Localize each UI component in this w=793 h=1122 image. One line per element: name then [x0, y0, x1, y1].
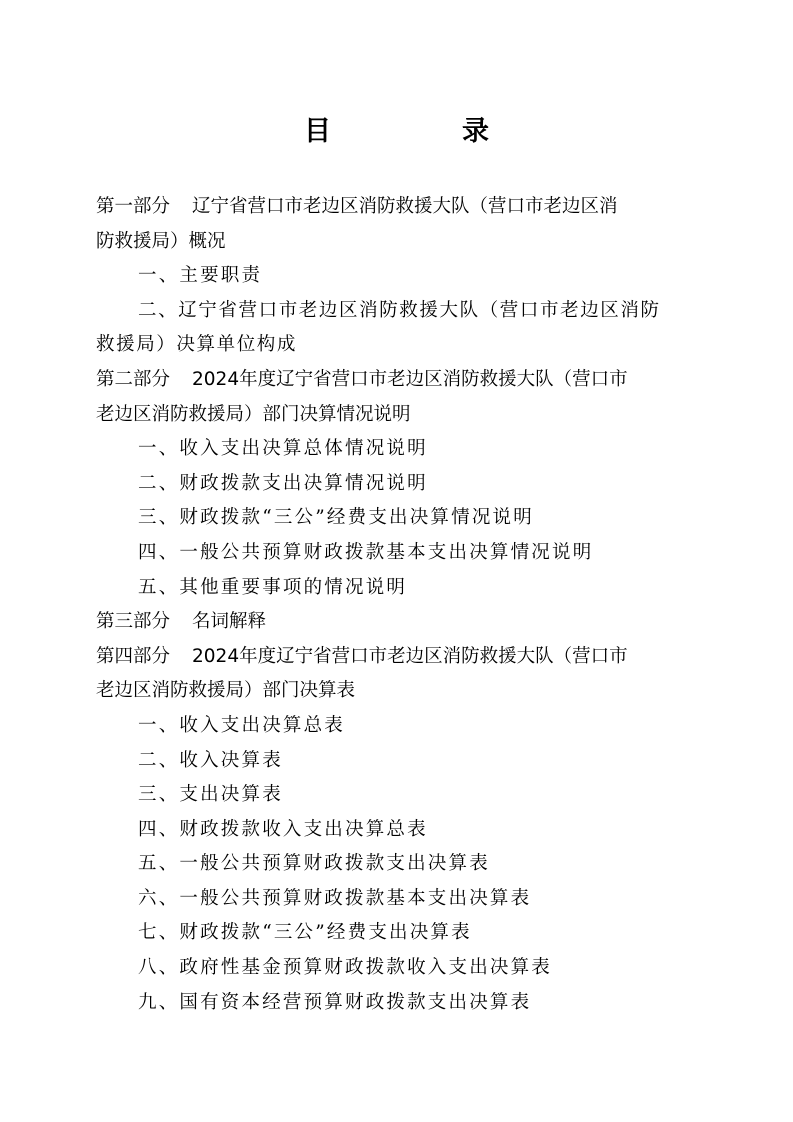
- toc-item-text: 三、支出决算表: [138, 784, 283, 806]
- toc-item: [96, 536, 702, 571]
- table-of-contents: [96, 190, 702, 1020]
- toc-item: [96, 294, 702, 363]
- toc-item-text: 五、其他重要事项的情况说明: [138, 576, 408, 598]
- toc-item: [96, 916, 702, 951]
- toc-item: [96, 709, 702, 744]
- toc-item-text: 四、一般公共预算财政拨款基本支出决算情况说明: [138, 541, 594, 563]
- toc-item: [96, 259, 702, 294]
- toc-part-3: [96, 605, 702, 640]
- toc-item-text-continued: 救援局）决算单位构成: [96, 334, 298, 356]
- toc-item-text: 六、一般公共预算财政拨款基本支出决算表: [138, 887, 532, 909]
- page-title: 目 录: [304, 116, 541, 147]
- toc-item-text: 三、财政拨款“三公”经费支出决算情况说明: [138, 507, 534, 529]
- toc-part-title: 2024年度辽宁省营口市老边区消防救援大队（营口市: [192, 645, 628, 667]
- toc-part-label: 第二部分: [96, 368, 171, 390]
- toc-item-text: 一、收入支出决算总表: [138, 714, 346, 736]
- toc-part-label: 第四部分: [96, 645, 171, 667]
- toc-item-text: 七、财政拨款“三公”经费支出决算表: [138, 922, 472, 944]
- toc-item-text: 八、政府性基金预算财政拨款收入支出决算表: [138, 957, 553, 979]
- toc-item: [96, 813, 702, 848]
- toc-item: [96, 432, 702, 467]
- toc-part-4: [96, 640, 702, 709]
- toc-item: [96, 571, 702, 606]
- toc-item: [96, 778, 702, 813]
- toc-part-title-continued: 老边区消防救援局）部门决算情况说明: [96, 403, 411, 425]
- toc-part-title-continued: 防救援局）概况: [96, 230, 226, 252]
- toc-part-title-continued: 老边区消防救援局）部门决算表: [96, 680, 356, 702]
- toc-item: [96, 986, 702, 1021]
- toc-item-text: 一、主要职责: [138, 265, 263, 287]
- toc-item: [96, 847, 702, 882]
- toc-part-title: 辽宁省营口市老边区消防救援大队（营口市老边区消: [192, 196, 618, 217]
- toc-item-text: 一、收入支出决算总体情况说明: [138, 438, 428, 460]
- toc-part-2: [96, 363, 702, 432]
- toc-part-title: 名词解释: [192, 611, 267, 633]
- toc-item-text: 二、财政拨款支出决算情况说明: [138, 472, 428, 494]
- toc-item: [96, 501, 702, 536]
- toc-item-text: 九、国有资本经营预算财政拨款支出决算表: [138, 991, 532, 1013]
- toc-item-text: 五、一般公共预算财政拨款支出决算表: [138, 853, 490, 875]
- toc-item-text: 二、收入决算表: [138, 749, 283, 771]
- toc-part-1: [96, 190, 702, 259]
- toc-item: [96, 467, 702, 502]
- toc-item: [96, 744, 702, 779]
- toc-part-label: 第三部分: [96, 611, 171, 633]
- toc-item: [96, 882, 702, 917]
- toc-item-text: 四、财政拨款收入支出决算总表: [138, 818, 428, 840]
- toc-item-text: 二、辽宁省营口市老边区消防救援大队（营口市老边区消防: [138, 299, 661, 321]
- toc-item: [96, 951, 702, 986]
- toc-part-label: 第一部分: [96, 196, 171, 217]
- toc-part-title: 2024年度辽宁省营口市老边区消防救援大队（营口市: [192, 368, 628, 390]
